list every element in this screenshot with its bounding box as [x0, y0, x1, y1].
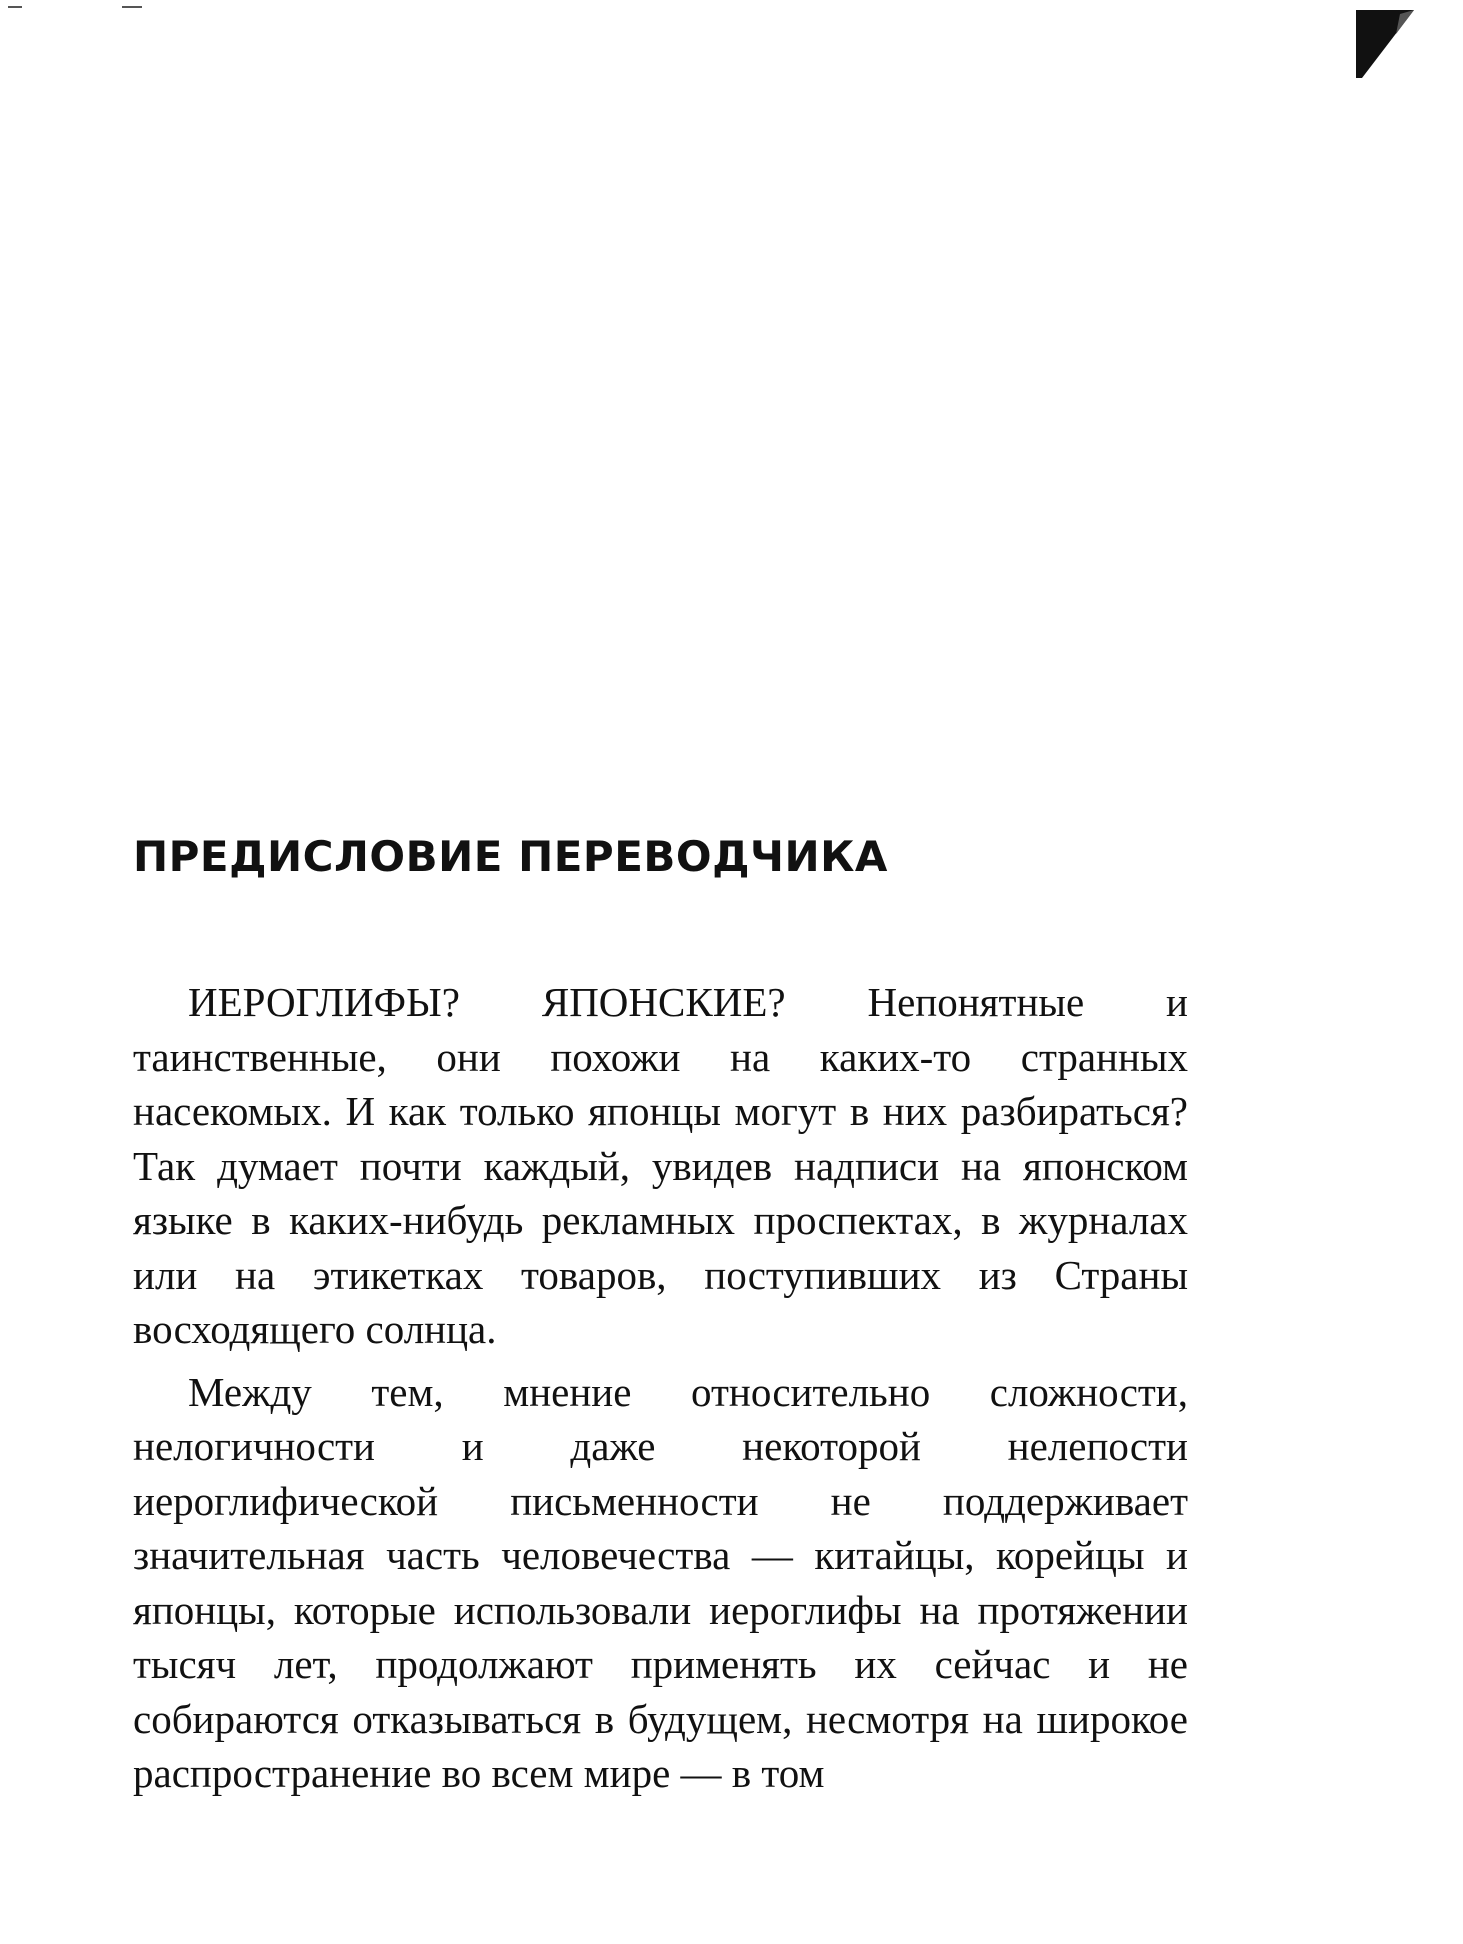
body-text — [133, 975, 1188, 1809]
scan-artifact-mark — [8, 6, 22, 8]
paragraph: ИЕРОГЛИФЫ? ЯПОНСКИЕ? Непонятные и таинственные, они похожи на каких-то странных насекомых. И как только японцы могут в них разбираться? Так думает почти каждый, увидев надписи на японском языке в каких-нибудь рекламных проспектах, в журналах или на этикетках товаров, поступивших из Страны восходящего солнца. — [133, 979, 1188, 1352]
scan-artifact-mark — [122, 6, 142, 8]
scan-corner-artifact — [1356, 10, 1416, 80]
page-title: ПРЕДИСЛОВИЕ ПЕРЕВОДЧИКА — [133, 832, 888, 881]
paragraph: Между тем, мнение относительно сложности, нелогичности и даже некоторой нелепости иероглифической письменности не поддерживает значительная часть человечества — китайцы, корейцы и японцы, которые использовали иероглифы на протяжении тысяч лет, продолжают применять их сейчас и не собираются отказываться в будущем, несмотря на широкое распространение во всем мире — в том — [133, 1368, 1188, 1796]
